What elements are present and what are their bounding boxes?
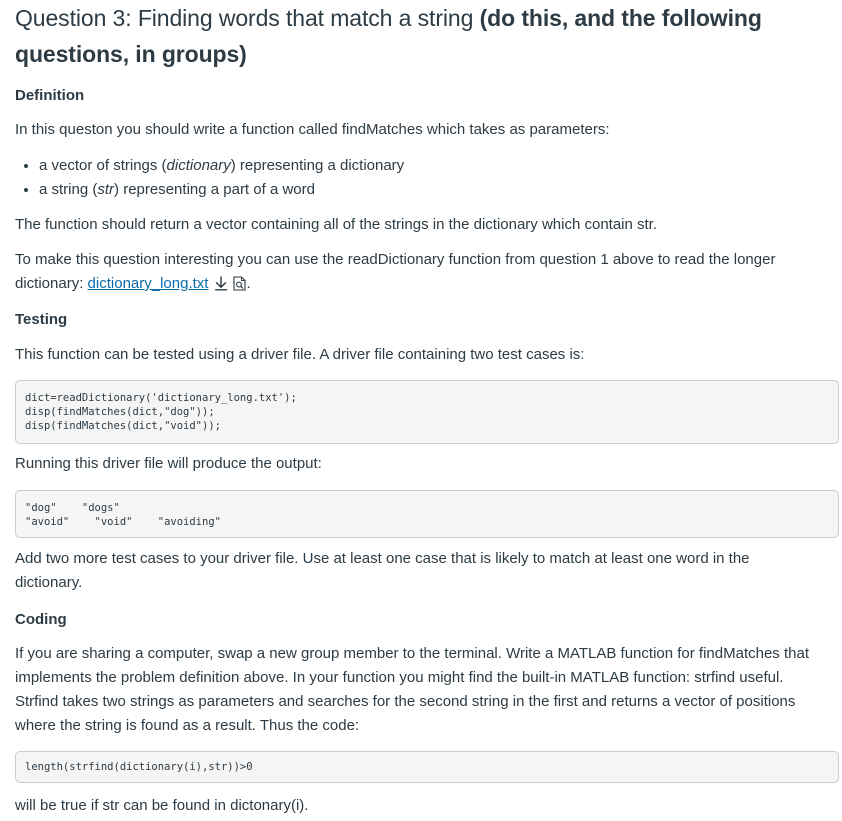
bullet-text: ) representing a dictionary — [230, 157, 405, 174]
driver-code-block: dict=readDictionary('dictionary_long.txt'); disp(findMatches(dict,"dog")); disp(findMatches(dict,"void")); — [15, 380, 839, 444]
output-intro: Running this driver file will produce the output: — [15, 455, 322, 472]
dictionary-text: To make this question interesting you can use the readDictionary function from question 1 above to read the longer dictionary: — [15, 251, 776, 292]
param-name-str: str — [97, 181, 115, 198]
download-icon[interactable] — [214, 275, 228, 299]
dictionary-text-end: . — [246, 275, 251, 292]
coding-paragraph: If you are sharing a computer, swap a new group member to the terminal. Write a MATLAB function for findMatches that implements the problem definition above. In your function you might find the built-in MATLAB function: strfind useful. Strfind takes two strings as parameters and searches for the second string in the first and returns a vector of positions where the string is found as a result. Thus the code: — [15, 645, 809, 734]
add-tests-paragraph: Add two more test cases to your driver file. Use at least one case that is likely to match at least one word in the dictionary. — [15, 550, 750, 591]
definition-heading: Definition — [15, 87, 85, 104]
returns-paragraph: The function should return a vector containing all of the strings in the dictionary which contain str. — [15, 216, 658, 233]
coding-conclusion: will be true if str can be found in dictonary(i). — [15, 797, 309, 814]
definition-intro: In this queston you should write a function called findMatches which takes as parameters: — [15, 121, 610, 138]
list-item — [39, 178, 404, 202]
parameter-list — [15, 154, 404, 202]
param-name-dictionary: dictionary — [166, 157, 231, 174]
dictionary-file-link[interactable]: dictionary_long.txt — [87, 275, 209, 292]
document-preview-icon[interactable] — [233, 275, 246, 299]
testing-heading: Testing — [15, 311, 68, 328]
strfind-code-block: length(strfind(dictionary(i),str))>0 — [15, 751, 839, 783]
coding-heading: Coding — [15, 611, 67, 628]
output-code-block: "dog" "dogs" "avoid" "void" "avoiding" — [15, 490, 839, 538]
bullet-text: a string ( — [39, 181, 98, 198]
testing-intro: This function can be tested using a driver file. A driver file containing two test cases is: — [15, 346, 585, 363]
title-prefix: Question 3: Finding words that match a string — [15, 5, 480, 31]
bullet-text: ) representing a part of a word — [114, 181, 315, 198]
bullet-text: a vector of strings ( — [39, 157, 167, 174]
dictionary-paragraph — [15, 248, 825, 299]
list-item — [39, 154, 404, 178]
title-strong: (do this, and the following questions, in groups) — [15, 5, 762, 67]
page-title — [15, 0, 815, 72]
